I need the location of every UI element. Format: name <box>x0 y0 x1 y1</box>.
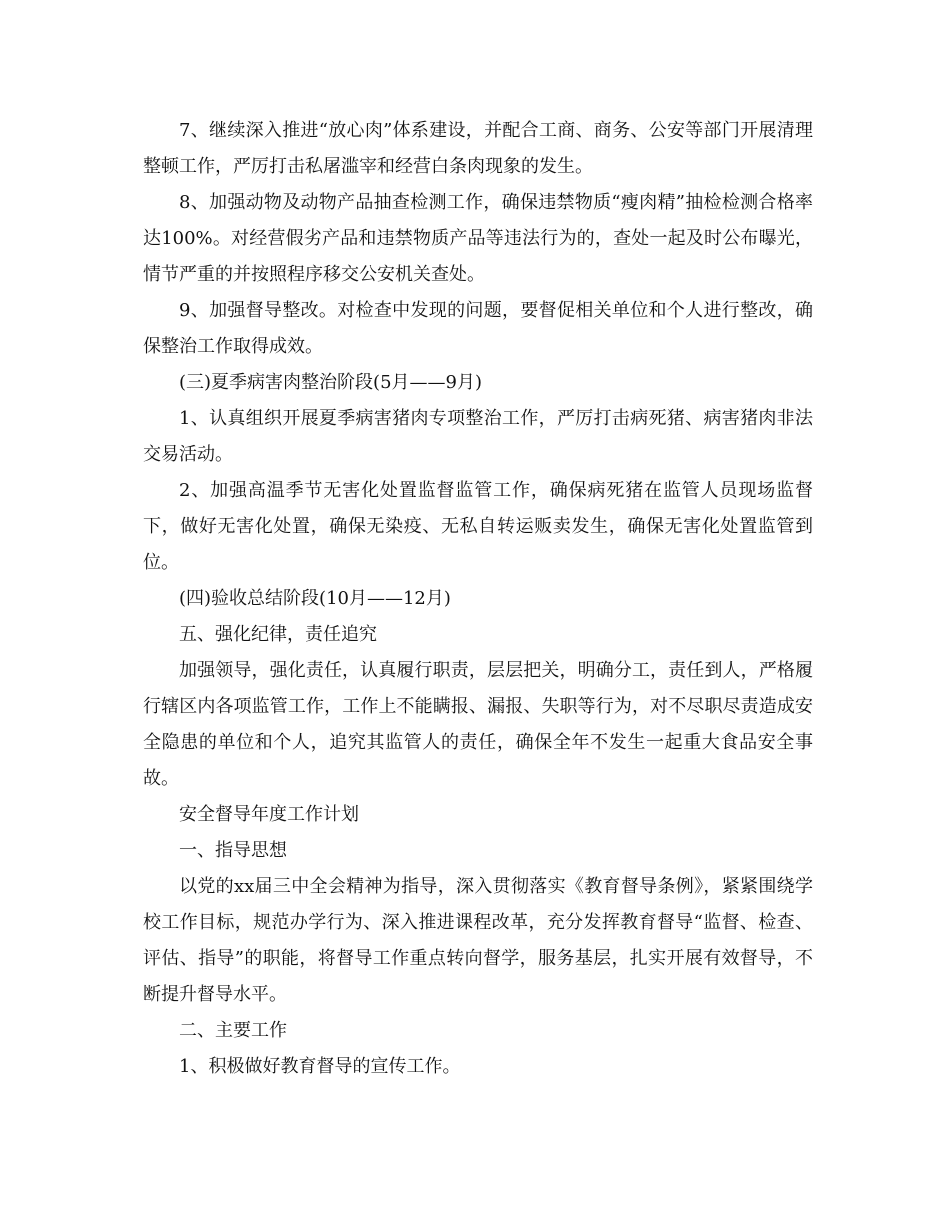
document-body <box>143 113 813 1085</box>
paragraph-item-summer-2: 2、加强高温季节无害化处置监督监管工作，确保病死猪在监管人员现场监督下，做好无害化处置，确保无染疫、无私自转运贩卖发生，确保无害化处置监管到位。 <box>143 480 813 573</box>
section-heading-discipline: 五、强化纪律，责任追究 <box>179 624 377 645</box>
section-heading-guiding-thought: 一、指导思想 <box>179 840 287 861</box>
paragraph-guiding-thought: 以党的xx届三中全会精神为指导，深入贯彻落实《教育督导条例》，紧紧围绕学校工作目标，规范办学行为、深入推进课程改革，充分发挥教育督导“监督、检查、评估、指导”的职能，将督导工作重点转向督学，服务基层，扎实开展有效督导，不断提升督导水平。 <box>143 876 813 1005</box>
paragraph-discipline: 加强领导，强化责任，认真履行职责，层层把关，明确分工，责任到人，严格履行辖区内各项监管工作，工作上不能瞒报、漏报、失职等行为，对不尽职尽责造成安全隐患的单位和个人，追究其监管人的责任，确保全年不发生一起重大食品安全事故。 <box>143 660 813 789</box>
document-subtitle: 安全督导年度工作计划 <box>179 804 359 825</box>
section-heading-main-work: 二、主要工作 <box>179 1020 287 1041</box>
section-heading-acceptance: (四)验收总结阶段(10月——12月) <box>179 588 451 609</box>
paragraph-item-7: 7、继续深入推进“放心肉”体系建设，并配合工商、商务、公安等部门开展清理整顿工作，严厉打击私屠滥宰和经营白条肉现象的发生。 <box>143 120 813 177</box>
paragraph-item-9: 9、加强督导整改。对检查中发现的问题，要督促相关单位和个人进行整改，确保整治工作取得成效。 <box>143 300 813 357</box>
paragraph-item-8: 8、加强动物及动物产品抽查检测工作，确保违禁物质“瘦肉精”抽检检测合格率达100%。对经营假劣产品和违禁物质产品等违法行为的，查处一起及时公布曝光，情节严重的并按照程序移交公安机关查处。 <box>143 192 813 285</box>
paragraph-item-summer-1: 1、认真组织开展夏季病害猪肉专项整治工作，严厉打击病死猪、病害猪肉非法交易活动。 <box>143 408 813 465</box>
section-heading-summer: (三)夏季病害肉整治阶段(5月——9月) <box>179 372 482 393</box>
paragraph-main-work-1: 1、积极做好教育督导的宣传工作。 <box>179 1056 461 1077</box>
